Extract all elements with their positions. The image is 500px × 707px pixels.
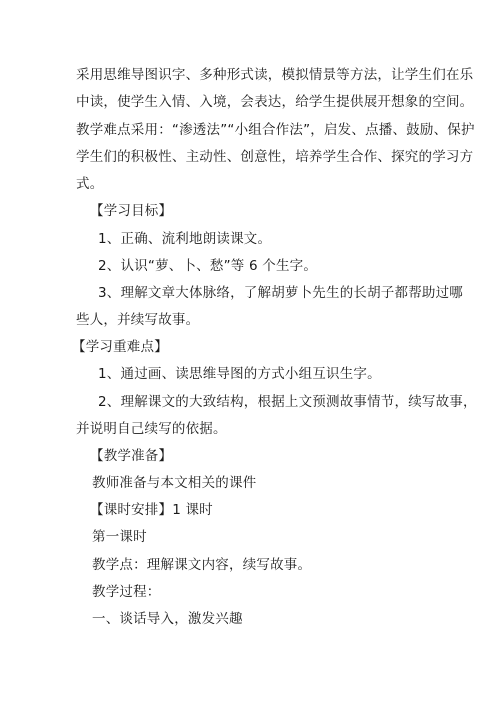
list-item: 1、正确、流利地朗读课文。 [98, 231, 272, 247]
list-item: 1、通过画、读思维导图的方式小组互识生字。 [98, 366, 381, 382]
text-line: 教学过程： [92, 584, 161, 600]
list-item: 2、理解课文的大致结构，根据上文预测故事情节，续写故事， [98, 394, 477, 410]
text-line: 教学点：理解课文内容，续写故事。 [92, 557, 312, 573]
section-heading-key-points: 【学习重难点】 [72, 339, 168, 355]
section-heading-schedule: 【课时安排】1 课时 [90, 502, 213, 518]
text-line: 并说明自己续写的依据。 [76, 421, 227, 437]
list-item: 2、认识“萝、卜、愁”等 6 个生字。 [98, 258, 318, 274]
text-line: 些人，并续写故事。 [76, 312, 200, 328]
text-line: 中读，使学生入情、入境，会表达，给学生提供展开想象的空间。 [76, 94, 474, 110]
text-line: 第一课时 [92, 529, 147, 545]
text-line: 教学难点采用：“渗透法”“小组合作法”，启发、点播、鼓励、保护 [76, 122, 475, 138]
list-item: 3、理解文章大体脉络，了解胡萝卜先生的长胡子都帮助过哪 [98, 285, 463, 301]
text-line: 教师准备与本文相关的课件 [92, 475, 257, 491]
text-line: 学生们的积极性、主动性、创意性，培养学生合作、探究的学习方 [76, 149, 474, 165]
text-line: 采用思维导图识字、多种形式读，模拟情景等方法，让学生们在乐 [76, 67, 474, 83]
text-line: 式。 [76, 176, 104, 192]
section-heading-preparation: 【教学准备】 [90, 448, 173, 464]
text-line: 一、谈话导入，激发兴趣 [92, 611, 243, 627]
section-heading-learning-goals: 【学习目标】 [90, 203, 173, 219]
